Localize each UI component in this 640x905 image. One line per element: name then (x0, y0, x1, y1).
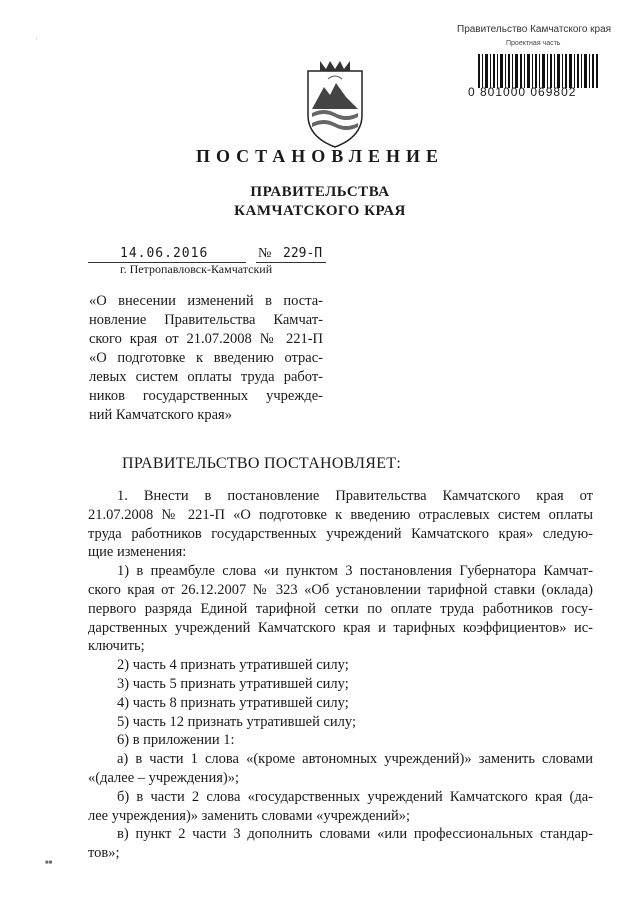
number-sign: № (258, 246, 272, 261)
body-line: а) в части 1 слова «(кроме автономных учреждений)» заменить словами (117, 751, 593, 768)
issue-place: г. Петропавловск-Камчатский (120, 262, 273, 276)
decree-subject (89, 292, 323, 425)
body-line: 5) часть 12 признать утратившей силу; (117, 713, 356, 730)
body-line: 2) часть 4 признать утратившей силу; (117, 657, 349, 674)
kamchatka-coat-of-arms-icon (300, 57, 370, 149)
body-line: труда работников государственных учреждений Камчатского края» следую- (88, 525, 593, 542)
resolves-heading: ПРАВИТЕЛЬСТВО ПОСТАНОВЛЯЕТ: (122, 455, 402, 472)
subject-line: «О подготовке к введению отрас- (89, 350, 323, 366)
decree-body (88, 487, 593, 863)
decree-date: 14.06.2016 (120, 246, 209, 261)
subject-line: ний Камчатского края» (89, 407, 232, 423)
body-line: тов»; (88, 845, 120, 862)
scan-mark: ' (36, 38, 38, 44)
subject-line: новление Правительства Камчат- (89, 312, 323, 328)
subject-line: ников государственных учрежде- (89, 388, 323, 404)
issuer-line-1: ПРАВИТЕЛЬСТВА (250, 184, 390, 200)
registry-stamp: Правительство Камчатского края (457, 24, 612, 35)
body-line: ключить; (88, 638, 145, 655)
body-line: 4) часть 8 признать утратившей силу; (117, 694, 349, 711)
body-line: 3) часть 5 признать утратившей силу; (117, 675, 349, 692)
document-title: ПОСТАНОВЛЕНИЕ (195, 146, 445, 166)
body-line: в) пункт 2 части 3 дополнить словами «или профессиональных стандар- (117, 826, 593, 843)
body-line: 1) в преамбуле слова «и пунктом 3 постановления Губернатора Камчат- (117, 563, 593, 580)
body-line: щие изменения: (88, 544, 187, 561)
barcode-number: 0 801000 069802 (468, 85, 577, 99)
body-line: дарственных учреждений Камчатского края и тарифных коэффициентов» ис- (88, 619, 593, 636)
body-line: 1. Внести в постановление Правительства Камчатского края от (117, 488, 593, 504)
registry-stamp-sub: Проектная часть (506, 40, 561, 47)
body-line: 21.07.2008 № 221-П «О подготовке к введению отраслевых систем оплаты (88, 506, 593, 523)
body-line: ского края от 26.12.2007 № 323 «Об установлении тарифной ставки (оклада) (88, 581, 593, 598)
scan-mark: ■■ (45, 860, 53, 866)
body-line: первого разряда Единой тарифной сетки по оплате труда работников госу- (88, 600, 593, 617)
subject-line: «О внесении изменений в поста- (89, 293, 323, 309)
issuer-line-2: КАМЧАТСКОГО КРАЯ (234, 203, 406, 219)
body-line: «(далее – учреждения)»; (88, 769, 239, 786)
subject-line: ского края от 21.07.2008 № 221-П (89, 331, 323, 347)
body-line: лее учреждения)» заменить словами «учреждений»; (88, 807, 410, 824)
decree-number: 229-П (283, 246, 323, 261)
body-line: 6) в приложении 1: (117, 732, 235, 749)
subject-line: левых систем оплаты труда работ- (89, 369, 323, 385)
body-line: б) в части 2 слова «государственных учреждений Камчатского края (да- (117, 788, 593, 805)
